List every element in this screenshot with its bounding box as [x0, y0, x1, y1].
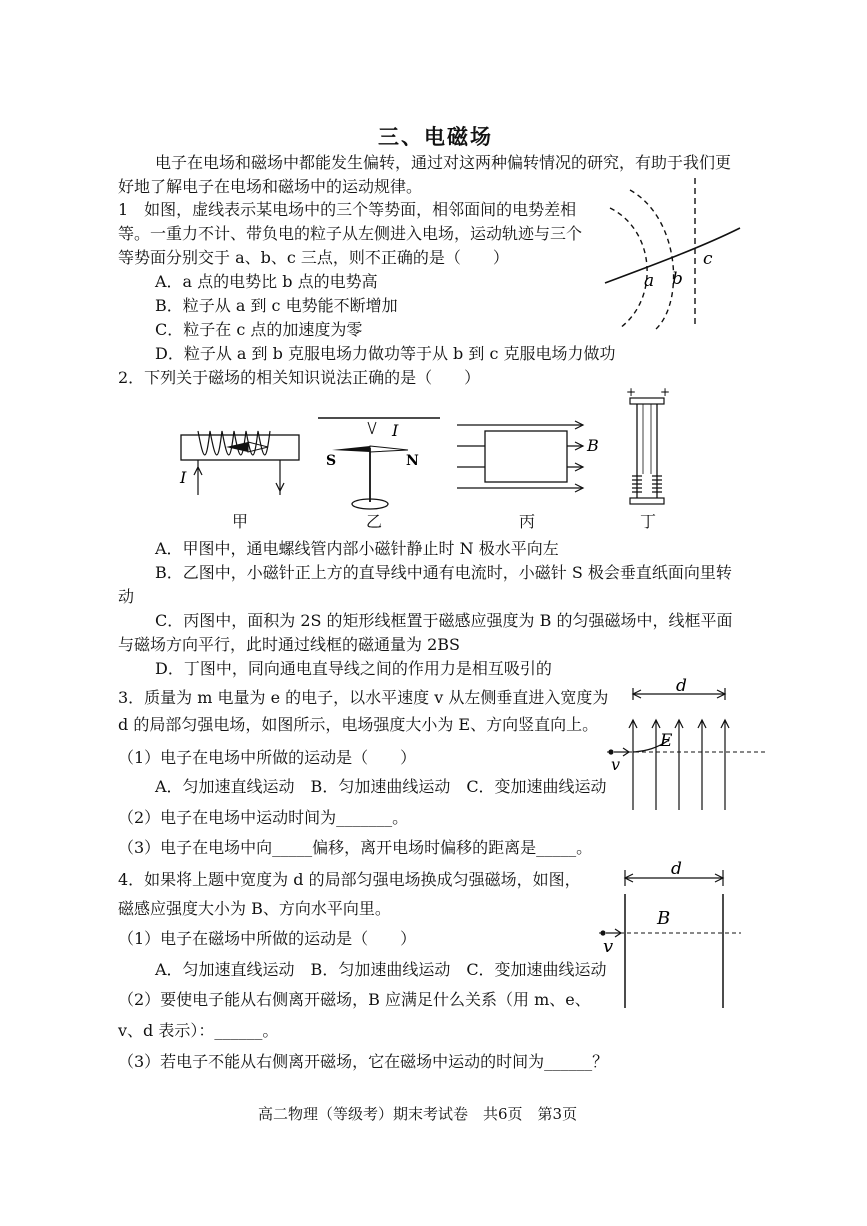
- q3-stem-line-2: d 的局部匀强电场，如图所示，电场强度大小为 E、方向竖直向上。: [118, 715, 599, 734]
- q1-stem-line-2: 等。一重力不计、带负电的粒子从左侧进入电场，运动轨迹与三个: [118, 224, 583, 243]
- q3-sub-2: （2）电子在电场中运动时间为_______。: [118, 808, 409, 827]
- q1-option-a: A．a 点的电势比 b 点的电势高: [155, 272, 378, 291]
- q4-sub-1: （1）电子在磁场中所做的运动是（ ）: [118, 929, 417, 948]
- q4-figure: [595, 858, 745, 1013]
- q1-label-c: c: [703, 249, 713, 269]
- q2-caption-yi: 乙: [366, 512, 383, 531]
- q3-sub-1: （1）电子在电场中所做的运动是（ ）: [118, 748, 417, 767]
- q1-figure: [600, 168, 750, 333]
- q3-sub-3: （3）电子在电场中向_____偏移，离开电场时偏移的距离是_____。: [118, 838, 593, 857]
- q4-stem-line-1: 4．如果将上题中宽度为 d 的局部匀强电场换成匀强磁场，如图，: [118, 870, 581, 889]
- q2-yi-n-label: N: [406, 453, 419, 469]
- q2-figure-bing: [455, 415, 605, 505]
- q2-caption-ding: 丁: [640, 512, 657, 531]
- page-footer: 高二物理（等级考）期末考试卷 共6页 第3页: [258, 1105, 578, 1123]
- q1-label-a: a: [644, 271, 655, 291]
- q3-stem-line-1: 3．质量为 m 电量为 e 的电子，以水平速度 v 从左侧垂直进入宽度为: [118, 688, 609, 707]
- q2-option-c: C．丙图中，面积为 2S 的矩形线框置于磁感应强度为 B 的匀强磁场中，线框平面: [155, 611, 733, 630]
- q4-stem-line-2: 磁感应强度大小为 B、方向水平向里。: [118, 899, 391, 918]
- q2-option-c-cont: 与磁场方向平行，此时通过线框的磁通量为 2BS: [118, 635, 460, 654]
- page-title: 三、电磁场: [378, 124, 493, 149]
- q2-stem: 2．下列关于磁场的相关知识说法正确的是（ ）: [118, 368, 481, 387]
- intro-line-1: 电子在电场和磁场中都能发生偏转，通过对这两种偏转情况的研究，有助于我们更: [155, 153, 732, 172]
- q4-sub-1-options: A．匀加速直线运动 B．匀加速曲线运动 C．变加速曲线运动: [155, 960, 607, 979]
- q2-ding-plus-right: +: [660, 385, 671, 399]
- q1-stem-line-3: 等势面分别交于 a、b、c 三点，则不正确的是（ ）: [118, 248, 509, 267]
- q2-yi-s-label: S: [326, 453, 337, 469]
- q1-option-b: B．粒子从 a 到 c 电势能不断增加: [155, 296, 398, 315]
- q1-label-b: b: [672, 269, 683, 289]
- q2-option-b: B．乙图中，小磁针正上方的直导线中通有电流时，小磁针 S 极会垂直纸面向里转: [155, 563, 732, 582]
- q3-sub-1-options: A．匀加速直线运动 B．匀加速曲线运动 C．变加速曲线运动: [155, 777, 607, 796]
- q2-option-a: A．甲图中，通电螺线管内部小磁针静止时 N 极水平向左: [155, 539, 559, 558]
- q2-caption-jia: 甲: [232, 512, 249, 531]
- q2-figure-yi: [310, 410, 445, 510]
- q2-jia-current-label: I: [180, 468, 187, 487]
- q4-sub-3: （3）若电子不能从右侧离开磁场，它在磁场中运动的时间为______？: [118, 1052, 609, 1071]
- q4-sub-2: （2）要使电子能从右侧离开磁场，B 应满足什么关系（用 m、e、: [118, 990, 591, 1009]
- q2-caption-bing: 丙: [519, 512, 536, 531]
- q1-option-c: C．粒子在 c 点的加速度为零: [155, 320, 363, 339]
- q2-option-d: D．丁图中，同向通电直导线之间的作用力是相互吸引的: [155, 659, 552, 678]
- q2-option-b-cont: 动: [118, 587, 135, 606]
- q3-d-label: d: [676, 676, 687, 696]
- q1-option-d: D．粒子从 a 到 b 克服电场力做功等于从 b 到 c 克服电场力做功: [155, 344, 616, 363]
- q4-b-label: B: [657, 908, 671, 929]
- q4-sub-2-cont: v、d 表示）：______。: [118, 1021, 279, 1040]
- q1-stem-line-1: 1 如图，虚线表示某电场中的三个等势面，相邻面间的电势差相: [118, 200, 577, 219]
- q4-v-label: v: [603, 936, 614, 957]
- q3-e-label: E: [660, 731, 673, 751]
- intro-line-2: 好地了解电子在电场和磁场中的运动规律。: [118, 177, 423, 196]
- q3-v-label: v: [611, 755, 621, 774]
- q2-figure-ding: [620, 386, 675, 511]
- q2-bing-b-label: B: [587, 436, 599, 455]
- q2-yi-current-label: I: [392, 421, 399, 440]
- q2-ding-plus-left: +: [626, 385, 637, 399]
- q4-d-label: d: [671, 859, 682, 879]
- q3-figure: [605, 676, 770, 815]
